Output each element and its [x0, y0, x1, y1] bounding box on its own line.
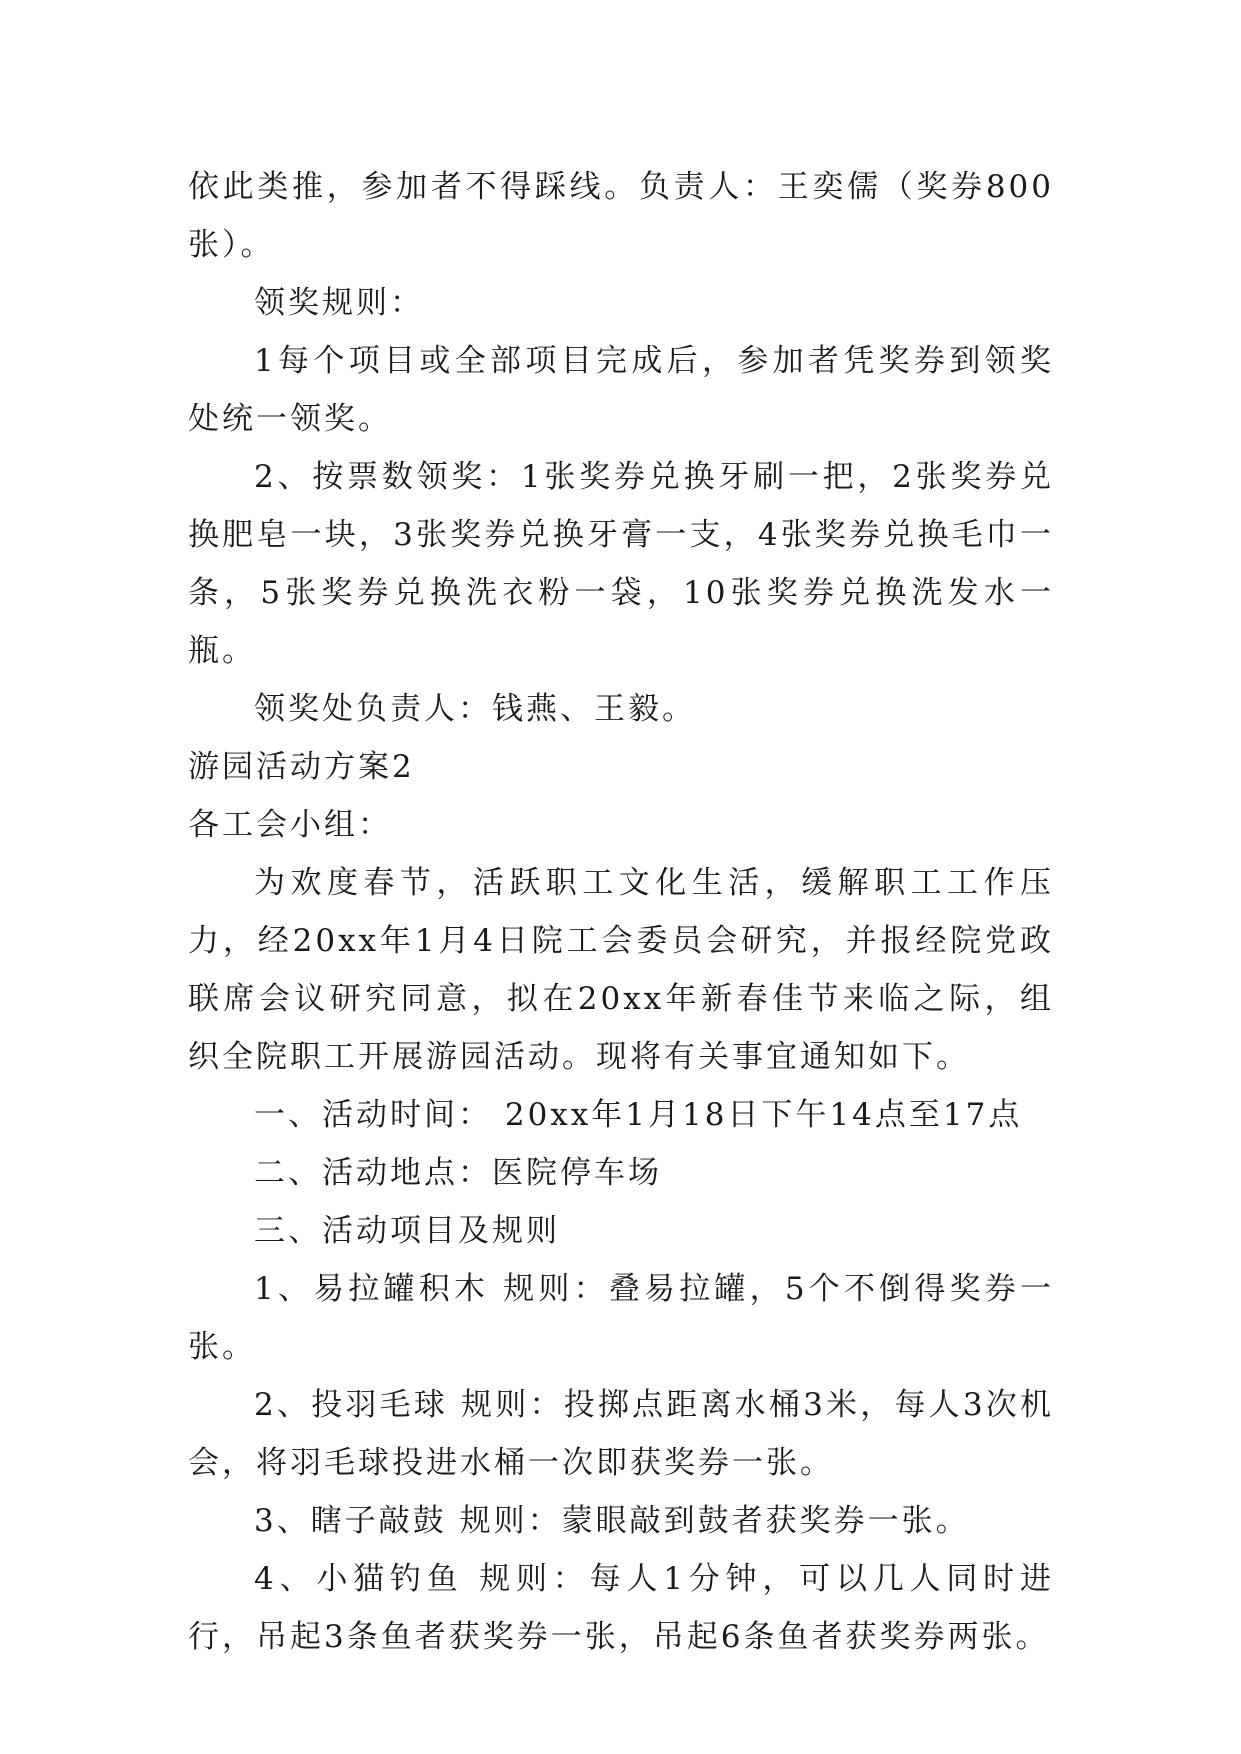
activity-item-4: 4、小猫钓鱼 规则：每人1分钟，可以几人同时进行，吊起3条鱼者获奖券一张，吊起6条鱼者获奖券两张。: [188, 1561, 1054, 1655]
document-body: [188, 158, 1054, 1666]
activity-item-2: 2、投羽毛球 规则：投掷点距离水桶3米，每人3次机会，将羽毛球投进水桶一次即获奖券一张。: [188, 1387, 1054, 1481]
document-title: 游园活动方案2: [188, 749, 415, 785]
award-rule-1: 1每个项目或全部项目完成后，参加者凭奖券到领奖处统一领奖。: [188, 343, 1054, 437]
section-heading-award-rules: 领奖规则：: [254, 285, 424, 321]
award-rule-2: 2、按票数领奖：1张奖券兑换牙刷一把，2张奖券兑换肥皂一块，3张奖券兑换牙膏一支，4张奖券兑换毛巾一条，5张奖券兑换洗衣粉一袋，10张奖券兑换洗发水一瓶。: [188, 459, 1054, 669]
salutation: 各工会小组：: [188, 807, 392, 843]
activity-item-3: 3、瞎子敲鼓 规则：蒙眼敲到鼓者获奖券一张。: [254, 1503, 970, 1539]
activity-location: 二、活动地点：医院停车场: [254, 1155, 662, 1191]
paragraph-continuation: 依此类推，参加者不得踩线。负责人：王奕儒（奖券800张）。: [188, 169, 1054, 263]
activity-items-heading: 三、活动项目及规则: [254, 1213, 560, 1249]
intro-paragraph: 为欢度春节，活跃职工文化生活，缓解职工工作压力，经20xx年1月4日院工会委员会研究，并报经院党政联席会议研究同意，拟在20xx年新春佳节来临之际，组织全院职工开展游园活动。现将有关事宜通知如下。: [188, 865, 1054, 1075]
activity-item-1: 1、易拉罐积木 规则：叠易拉罐，5个不倒得奖券一张。: [188, 1271, 1054, 1365]
award-desk-leads: 领奖处负责人：钱燕、王毅。: [254, 691, 696, 727]
activity-time: 一、活动时间： 20xx年1月18日下午14点至17点: [254, 1097, 1023, 1133]
